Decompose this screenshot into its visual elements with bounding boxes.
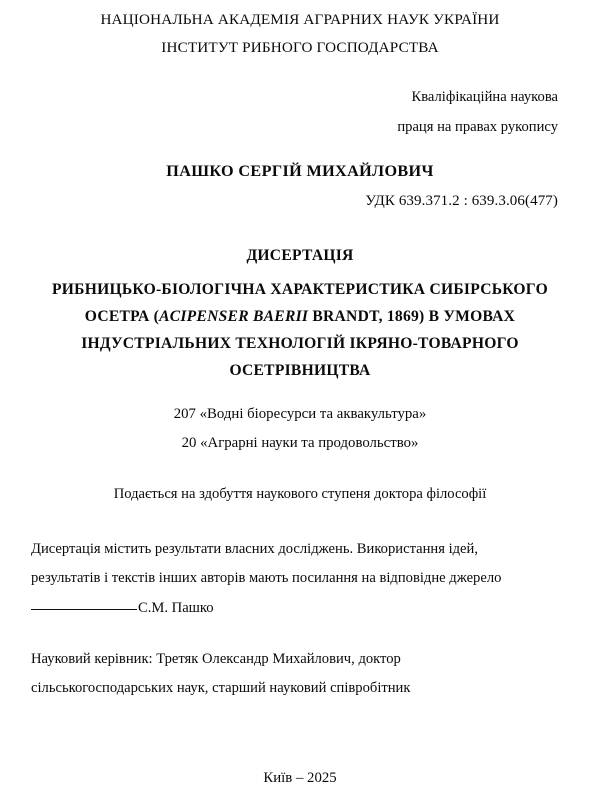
institute-name: ІНСТИТУТ РИБНОГО ГОСПОДАРСТВА <box>161 39 439 56</box>
qualification-line-2: праця на правах рукопису <box>397 119 558 135</box>
signature-row <box>31 594 578 623</box>
originality-declaration <box>31 535 578 623</box>
degree-statement: Подається на здобуття наукового ступеня доктора філософії <box>113 486 487 502</box>
title-line-3: ІНДУСТРІАЛЬНИХ ТЕХНОЛОГІЙ ІКРЯНО-ТОВАРНОГО <box>81 335 519 352</box>
title-line-2-suffix: BRANDT, 1869) В УМОВАХ <box>308 308 516 325</box>
institution-header <box>0 6 600 62</box>
title-line-2 <box>28 303 572 330</box>
signature-rule <box>31 609 137 610</box>
qualification-note <box>0 82 558 142</box>
supervisor-line-1: Науковий керівник: Третяк Олександр Михайлович, доктор <box>31 651 401 667</box>
title-block <box>28 242 572 384</box>
field-of-knowledge: 20 «Аграрні науки та продовольство» <box>181 435 419 451</box>
specialty-code: 207 «Водні біоресурси та аквакультура» <box>173 406 427 422</box>
supervisor-line-2: сільськогосподарських наук, старший науковий співробітник <box>31 680 411 696</box>
signature-name: С.М. Пашко <box>138 600 214 616</box>
qualification-line-1: Кваліфікаційна наукова <box>411 89 558 105</box>
title-line-4: ОСЕТРІВНИЦТВА <box>229 362 371 379</box>
author-name: ПАШКО СЕРГІЙ МИХАЙЛОВИЧ <box>166 162 434 180</box>
supervisor-block <box>31 645 578 703</box>
species-scientific-name: ACIPENSER BAERII <box>159 308 309 325</box>
academy-name: НАЦІОНАЛЬНА АКАДЕМІЯ АГРАРНИХ НАУК УКРАЇНИ <box>100 11 500 28</box>
title-line-2-prefix: ОСЕТРА ( <box>84 308 160 325</box>
specialty-block <box>0 400 600 458</box>
place-and-year: Київ – 2025 <box>263 770 337 786</box>
title-line-1: РИБНИЦЬКО-БІОЛОГІЧНА ХАРАКТЕРИСТИКА СИБІРСЬКОГО <box>52 281 548 298</box>
declaration-line-2: результатів і текстів інших авторів мають посилання на відповідне джерело <box>31 570 502 586</box>
declaration-line-1: Дисертація містить результати власних досліджень. Використання ідей, <box>31 541 478 557</box>
udc-code: УДК 639.371.2 : 639.3.06(477) <box>365 193 558 209</box>
document-kind-label: ДИСЕРТАЦІЯ <box>246 247 354 264</box>
